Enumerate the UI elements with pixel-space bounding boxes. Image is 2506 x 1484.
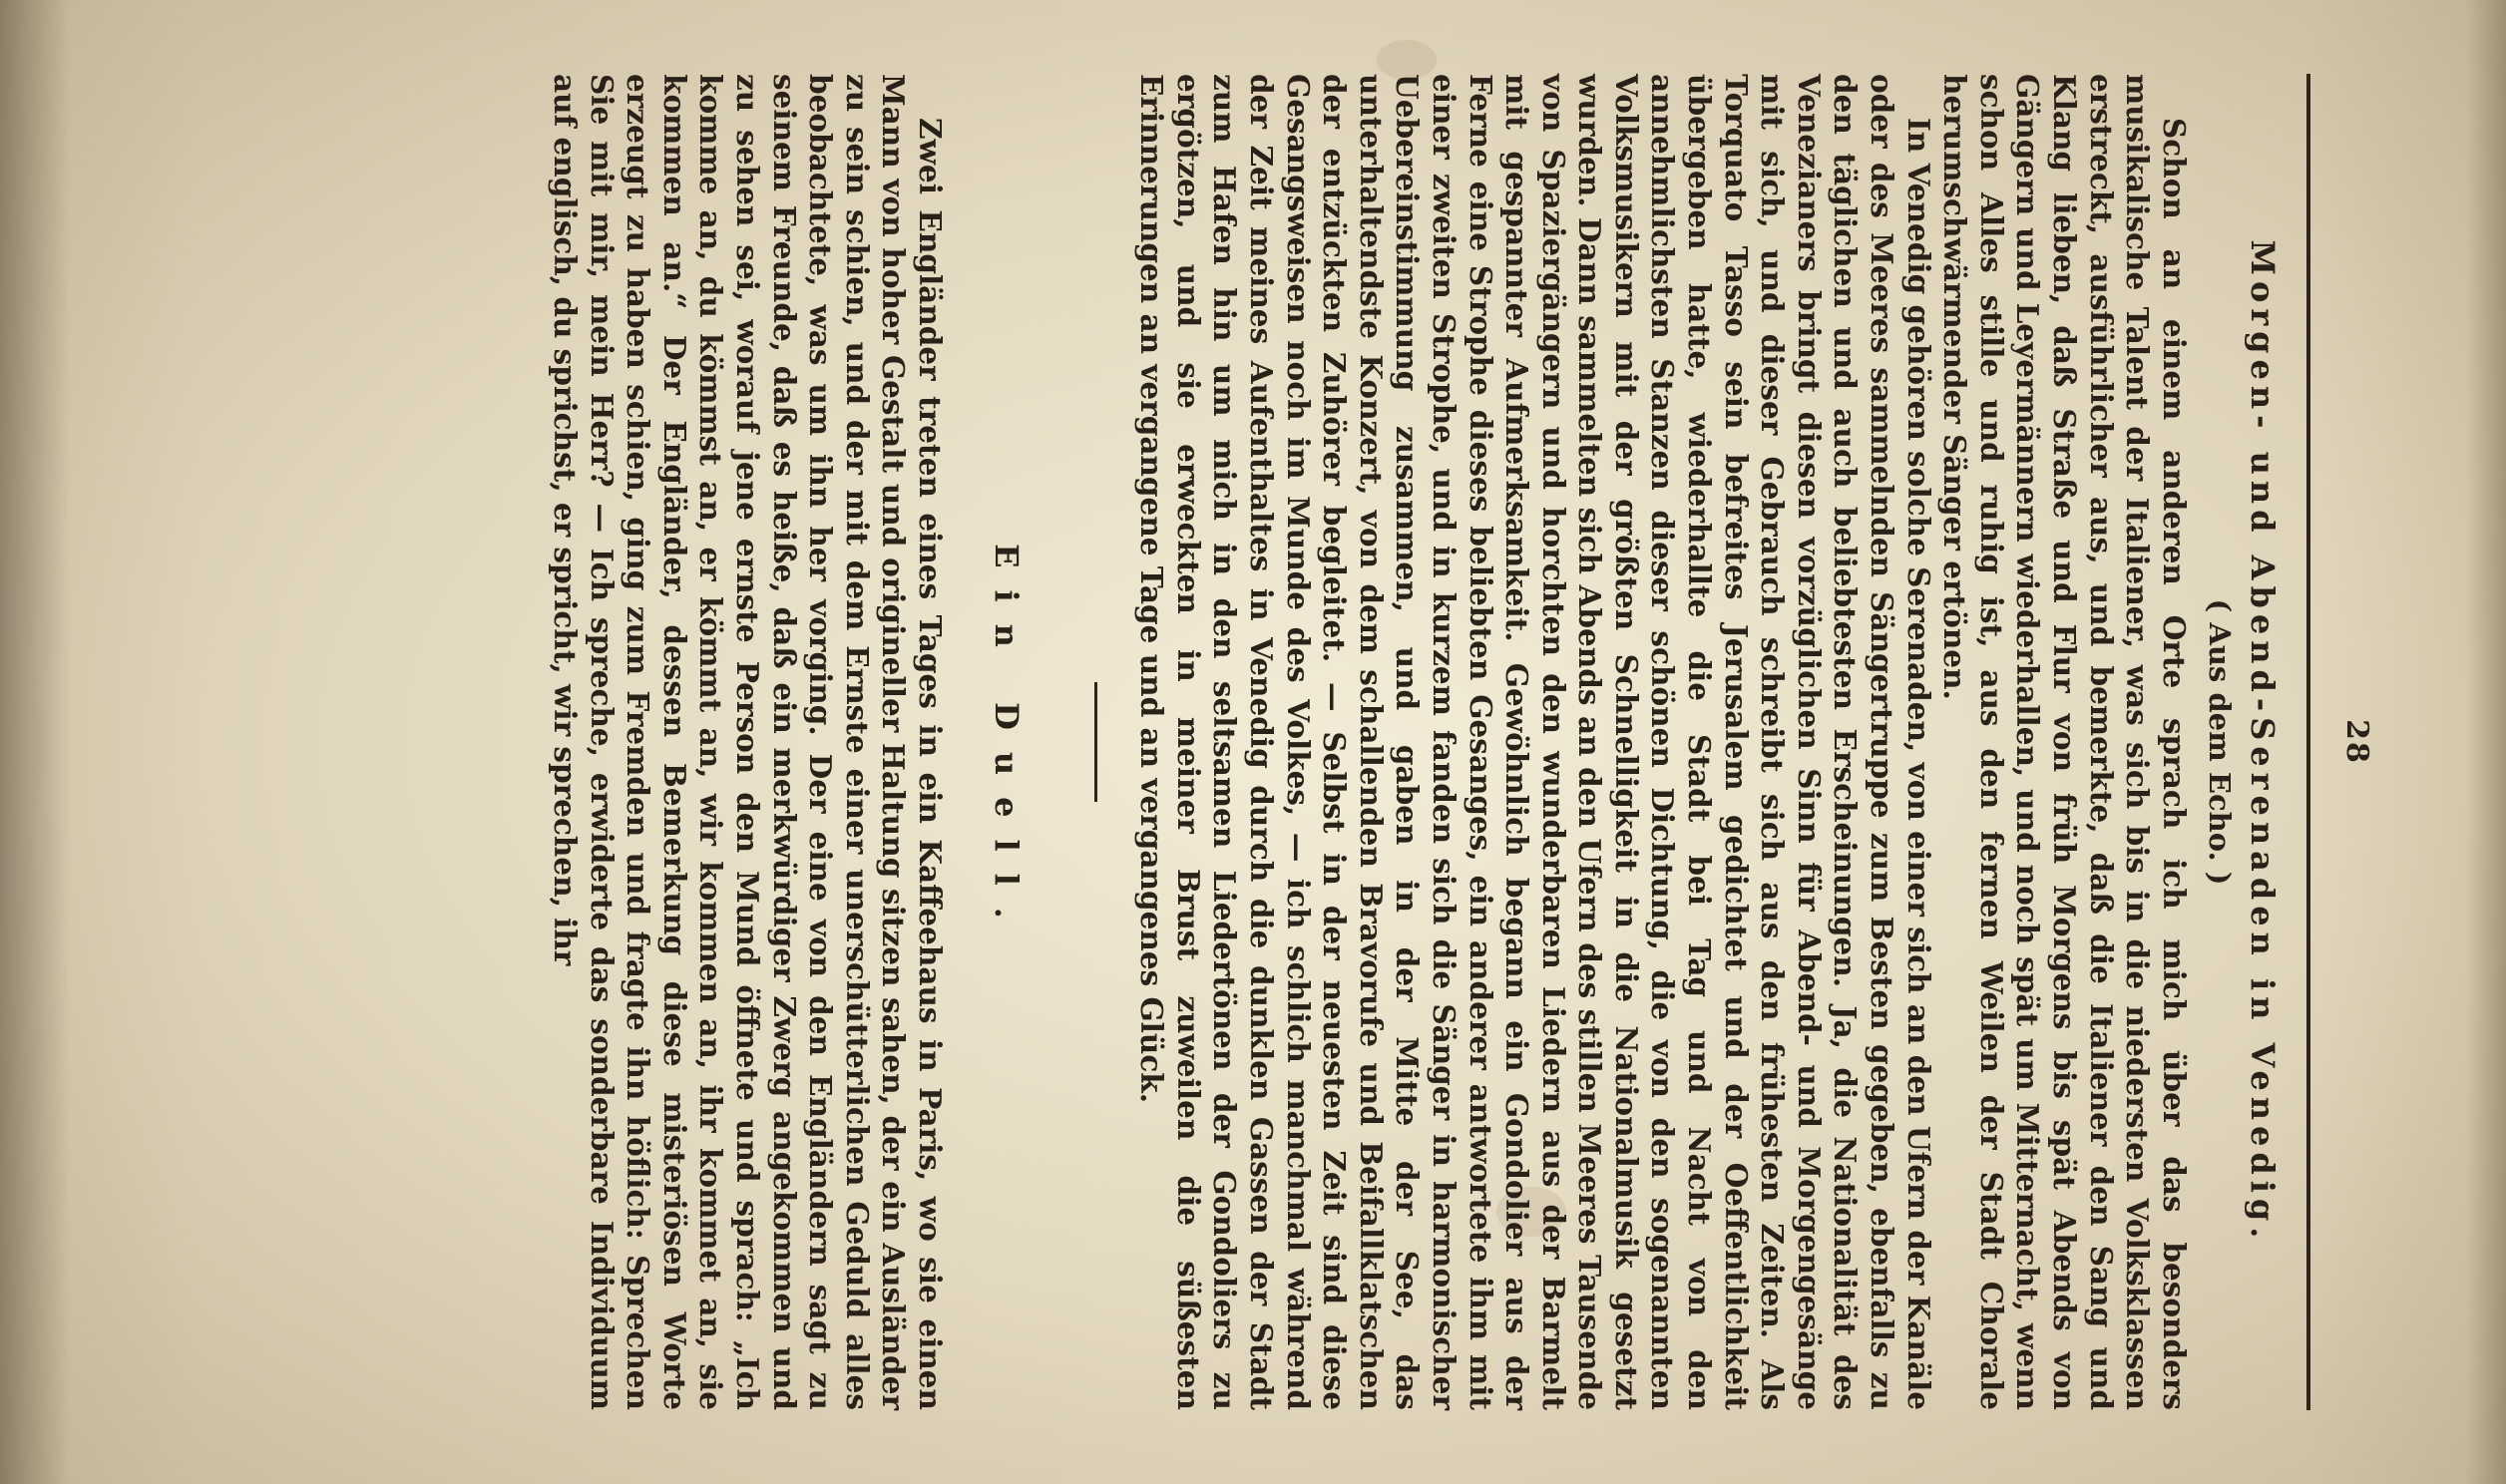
- section-divider: [1094, 682, 1097, 802]
- page-edge-shadow-right: [2466, 0, 2506, 1484]
- article-paragraph: In Venedig gehören solche Serenaden, von einer sich an den Ufern der Kanäle oder des Meeres sammelnden Sängertruppe zum Besten gegeben, ebenfalls zu den täglichen und auch beliebtesten Erscheinungen. Ja, die Nationalität des Venezianers bringt diesen vorzüglichen Sinn für Abend- und Morgengesänge mit sich, und dieser Gebrauch schreibt sich aus den frühesten Zeiten. Als Torquato Tasso sein befreites Jerusalem gedichtet und der Oeffentlichkeit übergeben hatte, wiederhallte die Stadt bei Tag und Nacht von den annehmlichsten Stanzen dieser schönen Dichtung, die von den sogenannten Volksmusikern mit der größten Schnelligkeit in die Nationalmusik gesetzt wurden. Dann sammelten sich Abends an den Ufern des stillen Meeres Tausende von Spaziergängern und horchten den wunderbaren Liedern aus der Barmelt mit gespannter Aufmerksamkeit. Gewöhnlich begann ein Gondolier aus der Ferne eine Strophe dieses beliebten Gesanges, ein anderer antwortete ihm mit einer zweiten Strophe, und in kurzem fanden sich die Sänger in harmonischer Uebereinstimmung zusammen, und gaben in der Mitte der See, das unterhaltendste Konzert, von dem schallenden Bravorufe und Beifallklatschen der entzückten Zuhörer begleitet. — Selbst in der neuesten Zeit sind diese Gesangsweisen noch im Munde des Volkes, — ich schlich manchmal während der Zeit meines Aufenthaltes in Venedig durch die dunklen Gassen der Stadt zum Hafen hin um mich in den seltsamen Liedertönen der Gondoliers zu ergötzen, und sie erweckten in meiner Brust zuweilen die süßesten Erinnerungen an vergangene Tage und an vergangenes Glück.: [1134, 74, 1936, 1410]
- article-source: ( Aus dem Echo. ): [2203, 598, 2238, 886]
- page-number: 28: [2339, 719, 2374, 765]
- article-title: Morgen- und Abend-Serenaden in Venedig.: [2244, 239, 2282, 1245]
- article-paragraph: Schon an einem anderen Orte sprach ich mich über das besonders musikalische Talent der Italiener, was sich bis in die niedersten Volksklassen erstreckt, ausführlicher aus, und bemerkte, daß die Italiener den Sang und Klang lieben, daß Straße und Flur von früh Morgens bis spät Abends von Gängern und Leyermännern wiederhallen, und noch spät um Mitternacht, wenn schon Alles stille und ruhig ist, aus den fernen Weilen der Stadt Chorale herumschwärmender Sänger ertönen.: [1937, 74, 2192, 1410]
- rotated-page: [76, 44, 2430, 1440]
- header-rule: [2306, 74, 2310, 1410]
- section-title: Ein Duell.: [987, 544, 1026, 940]
- binding-shadow-left: [0, 0, 70, 1484]
- article-paragraph: Zwei Engländer treten eines Tages in ein Kaffeehaus in Paris, wo sie einen Mann von hoher Gestalt und origineller Haltung sitzen sahen, der ein Ausländer zu sein schien, und der mit dem Ernste einer unerschütterlichen Geduld alles beobachtete, was um ihn her vorging. Der eine von den Engländern sagt zu seinem Freunde, daß es heiße, daß ein merkwürdiger Zwerg angekommen und zu sehen sei, worauf jene ernste Person den Mund öffnete und sprach: „Ich komme an, du kömmst an, er kömmt an, wir kommen an, ihr kommet an, sie kommen an.“ Der Engländer, dessen Bemerkung diese misteriösen Worte erzeugt zu haben schien, ging zum Fremden und fragte ihn höflich: Sprechen Sie mit mir, mein Herr? — Ich spreche, erwiderte das sonderbare Individuum auf englisch, du sprichst, er spricht, wir sprechen, ihr: [548, 74, 948, 1410]
- page-body: [546, 74, 2281, 1410]
